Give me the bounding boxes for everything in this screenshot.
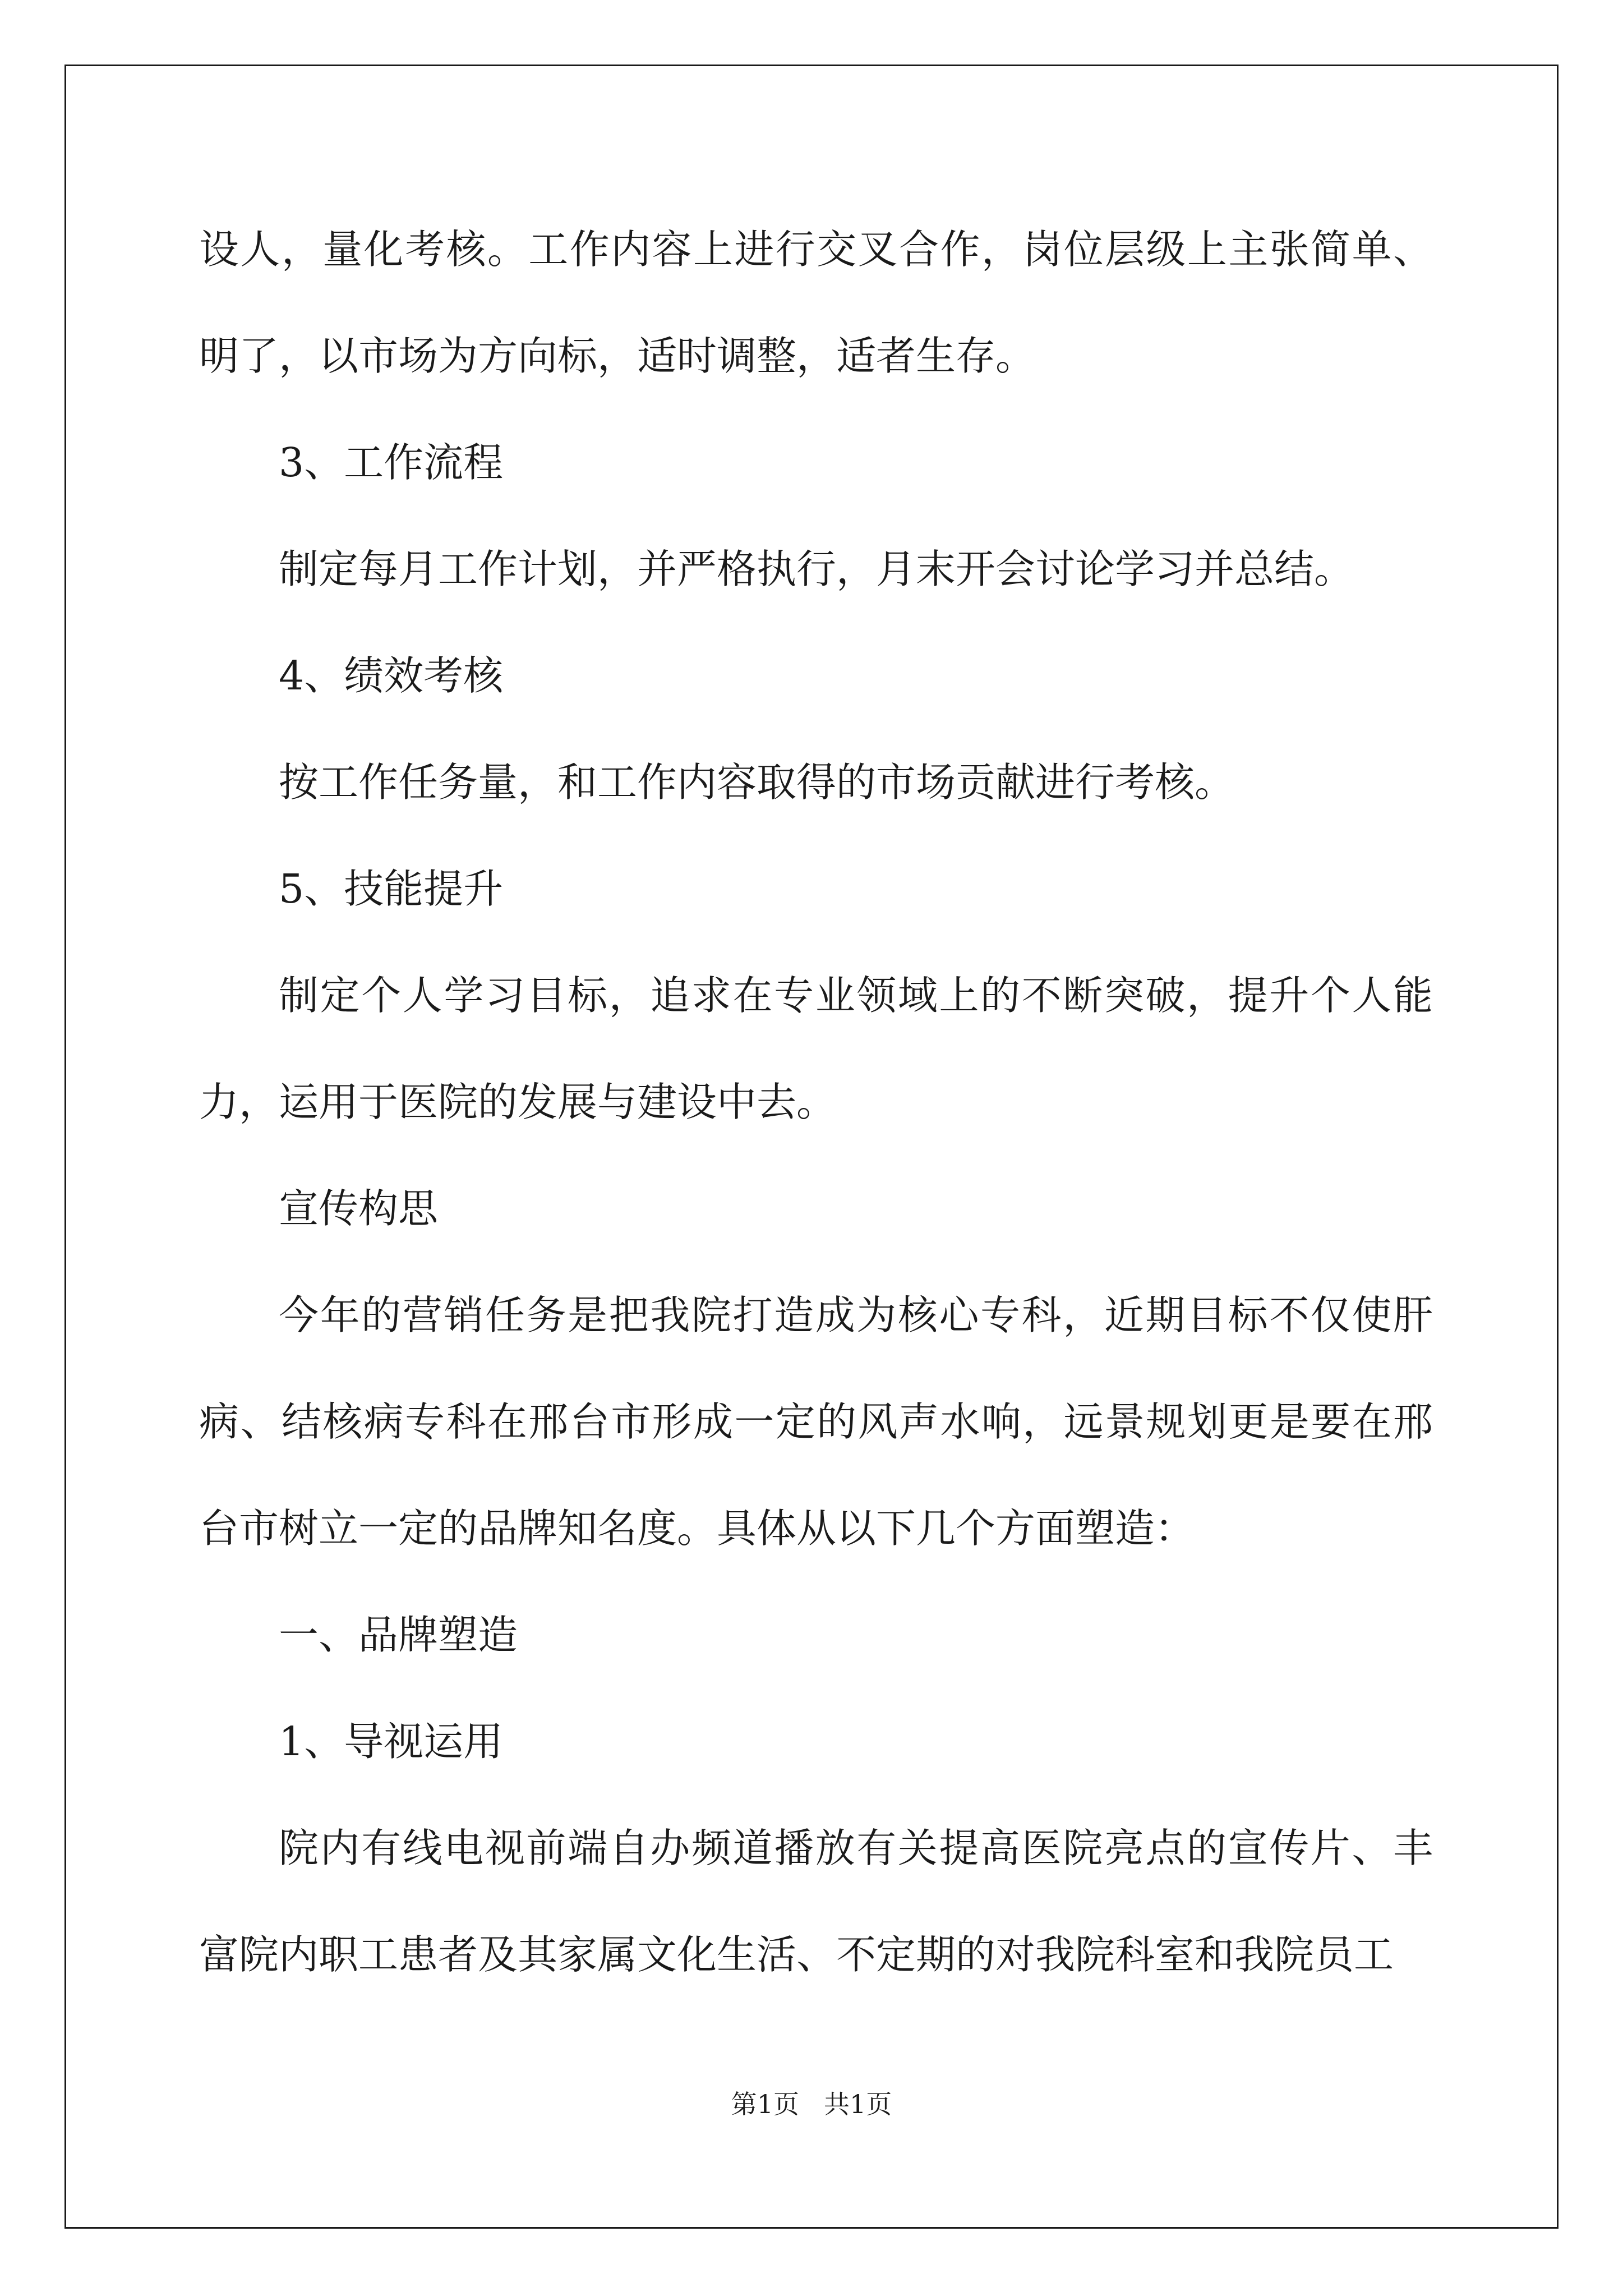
paragraph: 制定个人学习目标，追求在专业领域上的不断突破，提升个人能力，运用于医院的发展与建设中去。 xyxy=(199,972,1433,1125)
paragraph: 制定每月工作计划，并严格执行，月末开会讨论学习并总结。 xyxy=(279,546,1354,592)
section-heading-workflow: 3、工作流程 xyxy=(279,439,504,486)
section-heading-guidance: 1、导视运用 xyxy=(279,1718,504,1765)
document-body xyxy=(199,196,1433,2008)
page-total: 共1页 xyxy=(823,2089,892,2119)
section-heading-performance: 4、绩效考核 xyxy=(279,652,504,699)
section-heading-brand: 一、品牌塑造 xyxy=(279,1612,518,1658)
paragraph-continuation: 设人，量化考核。工作内容上进行交叉合作，岗位层级上主张简单、明了，以市场为方向标，适时调整，适者生存。 xyxy=(199,226,1433,379)
paragraph: 院内有线电视前端自办频道播放有关提高医院亮点的宣传片、丰富院内职工患者及其家属文化生活、不定期的对我院科室和我院员工 xyxy=(199,1825,1433,1978)
page-footer xyxy=(0,2084,1623,2121)
page-number: 第1页 xyxy=(731,2089,800,2119)
section-heading-skills: 5、技能提升 xyxy=(279,866,504,912)
paragraph: 今年的营销任务是把我院打造成为核心专科，近期目标不仅使肝病、结核病专科在邢台市形成一定的风声水响，远景规划更是要在邢台市树立一定的品牌知名度。具体从以下几个方面塑造： xyxy=(199,1292,1433,1552)
section-heading-promotion: 宣传构思 xyxy=(279,1185,439,1232)
paragraph: 按工作任务量，和工作内容取得的市场贡献进行考核。 xyxy=(279,759,1235,806)
